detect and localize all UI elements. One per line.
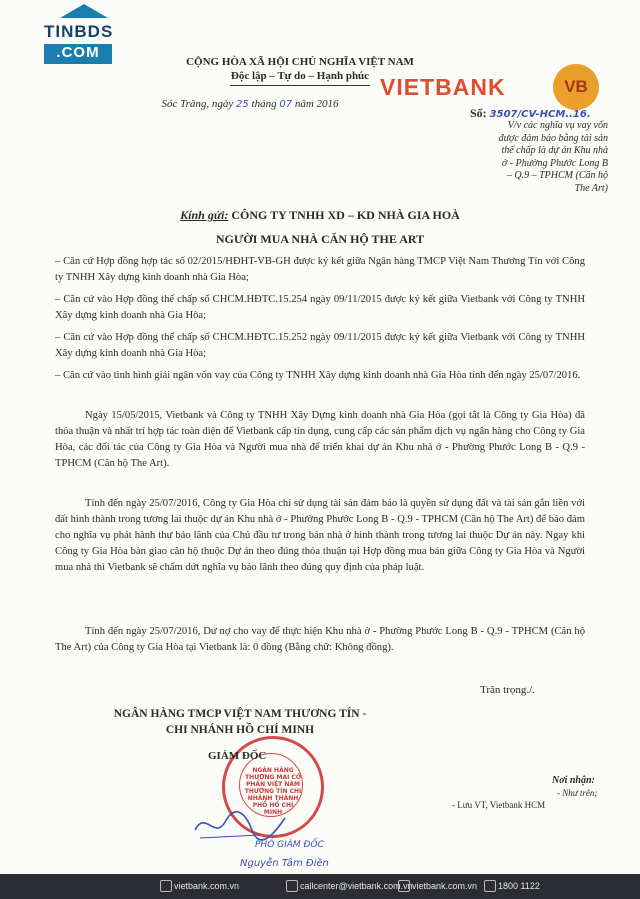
footer-phone: 1800 1122 [498, 881, 540, 891]
date-day: 25 [236, 99, 249, 110]
recipient-line-2: NGƯỜI MUA NHÀ CĂN HỘ THE ART [215, 232, 425, 246]
date-month: 07 [279, 99, 293, 110]
stamp-text: NGÂN HÀNG THƯƠNG MẠI CỔ PHẦN VIỆT NAM THƯƠNG TÍN CHI NHÁNH THÀNH PHỐ HỒ CHÍ MINH [244, 767, 302, 816]
email-icon [286, 880, 298, 892]
house-icon [60, 4, 108, 18]
signer-org-line-1: NGÂN HÀNG TMCP VIỆT NAM THƯƠNG TÍN - [113, 708, 367, 720]
page-footer [0, 874, 640, 899]
vice-director-name: Nguyễn Tâm Điền [240, 858, 329, 869]
body-paragraph: Tính đến ngày 25/07/2016, Công ty Gia Hòa chỉ sử dụng tài sản đảm bảo là quyền sử dụng đất và tài sản gắn liền với đất hình thành trong tương lai thuộc dự án Khu nhà ở - Phường Phước Long B - Q.9 - TPHCM (Căn hộ The Art) để bảo đảm cho nghĩa vụ phát hành thư bảo lãnh của Chủ đầu tư trong bán nhà ở hình thành trong tương lai thuộc Dự án này. Ngay khi Công ty Gia Hòa bàn giao căn hộ thuộc Dự án theo đúng thỏa thuận tại Hợp đồng mua bán giữa Công ty Gia Hòa và Người mua nhà thì Vietbank sẽ chấm dứt nghĩa vụ bảo lãnh theo đúng quy định của pháp luật. [55, 498, 585, 573]
number-label: Số: [470, 106, 487, 120]
document-subject [484, 120, 608, 195]
subject-line: The Art) [574, 182, 608, 194]
motto-underline [230, 85, 370, 86]
subject-line: được đảm bảo bằng tài sản [498, 132, 608, 144]
document-number [470, 106, 591, 121]
recipient-line-1 [60, 208, 580, 223]
subject-line: ở - Phường Phước Long B [501, 157, 608, 169]
basis-paragraph: – Căn cứ vào Hợp đồng thế chấp số CHCM.HĐTC.15.252 ngày 09/11/2015 được ký kết giữa Vietbank với Công ty TNHH Xây dựng kinh doanh nhà Gia Hòa; [55, 332, 585, 359]
year-label: năm 2016 [294, 98, 339, 110]
footer-other: vietbank.com.vn [174, 881, 240, 891]
national-title: CỘNG HÒA XÃ HỘI CHỦ NGHĨA VIỆT NAM [186, 56, 414, 68]
globe-icon [160, 880, 172, 892]
number-value: 3507/CV-HCM..16. [489, 109, 591, 120]
subject-line: V/v các nghĩa vụ vay vốn [507, 120, 608, 131]
recipients-list-item: - Như trên; [557, 788, 598, 798]
basis-paragraph: – Căn cứ vào Hợp đồng thế chấp số CHCM.HĐTC.15.254 ngày 09/11/2015 được ký kết giữa Vietbank với Công ty TNHH Xây dựng kinh doanh nhà Gia Hòa; [55, 294, 585, 321]
footer-email: callcenter@vietbank.com.vn [300, 881, 413, 891]
subject-line: thế chấp là dự án Khu nhà [501, 145, 608, 156]
basis-paragraph: – Căn cứ Hợp đồng hợp tác số 02/2015/HĐHT-VB-GH được ký kết giữa Ngân hàng TMCP Việt Nam Thương Tín với Công ty TNHH Xây dựng kinh doanh nhà Gia Hòa; [55, 256, 585, 283]
bank-logo-icon: VB [553, 64, 599, 110]
recipient-company: CÔNG TY TNHH XD – KD NHÀ GIA HOÀ [231, 208, 460, 222]
month-label: tháng [251, 98, 277, 110]
watermark-text: TINBDS [44, 22, 114, 41]
bank-logo-text: VIETBANK [380, 74, 506, 100]
body-paragraph: Tính đến ngày 25/07/2016, Dư nợ cho vay để thực hiện Khu nhà ở - Phường Phước Long B - Q.9 - TPHCM (Căn hộ The Art) của Công ty Gia Hòa tại Vietbank là: 0 đồng (Bằng chữ: Không đồng). [55, 626, 585, 653]
vice-director-title: PHÓ GIÁM ĐỐC [255, 840, 324, 850]
national-motto: Độc lập – Tự do – Hạnh phúc [230, 70, 370, 82]
watermark-logo [44, 4, 112, 66]
recipients-list-title: Nơi nhận: [552, 775, 595, 786]
recipient-label: Kính gửi: [180, 208, 229, 222]
basis-paragraph: – Căn cứ vào tình hình giải ngân vốn vay của Công ty TNHH Xây dựng kinh doanh nhà Gia Hòa tính đến ngày 25/07/2016. [55, 370, 581, 381]
recipients-list-item: - Lưu VT, Vietbank HCM [452, 800, 546, 810]
signer-position: GIÁM ĐỐC [208, 750, 267, 762]
footer-website: vietbank.com.vn [412, 881, 478, 891]
watermark-domain: .COM [44, 44, 112, 64]
closing-text: Trân trọng./. [480, 684, 535, 696]
body-paragraph: Ngày 15/05/2015, Vietbank và Công ty TNHH Xây Dựng kinh doanh nhà Gia Hòa (gọi tắt là Công ty Gia Hòa) đã thỏa thuận và nhất trí hợp tác toàn diện để Vietbank cấp tín dụng, cung cấp các sản phẩm dịch vụ ngân hàng cho Công ty Gia Hòa, các đối tác của Công ty Gia Hòa và Người mua nhà để triển khai dự án Khu nhà ở - Phường Phước Long B - Q.9 - TPHCM (Căn hộ The Art). [55, 410, 585, 469]
phone-icon [484, 880, 496, 892]
subject-line: – Q.9 – TPHCM (Căn hộ [506, 170, 608, 181]
signer-org-line-2: CHI NHÁNH HỒ CHÍ MINH [165, 724, 315, 736]
place-prefix: Sóc Trăng, ngày [161, 98, 234, 110]
